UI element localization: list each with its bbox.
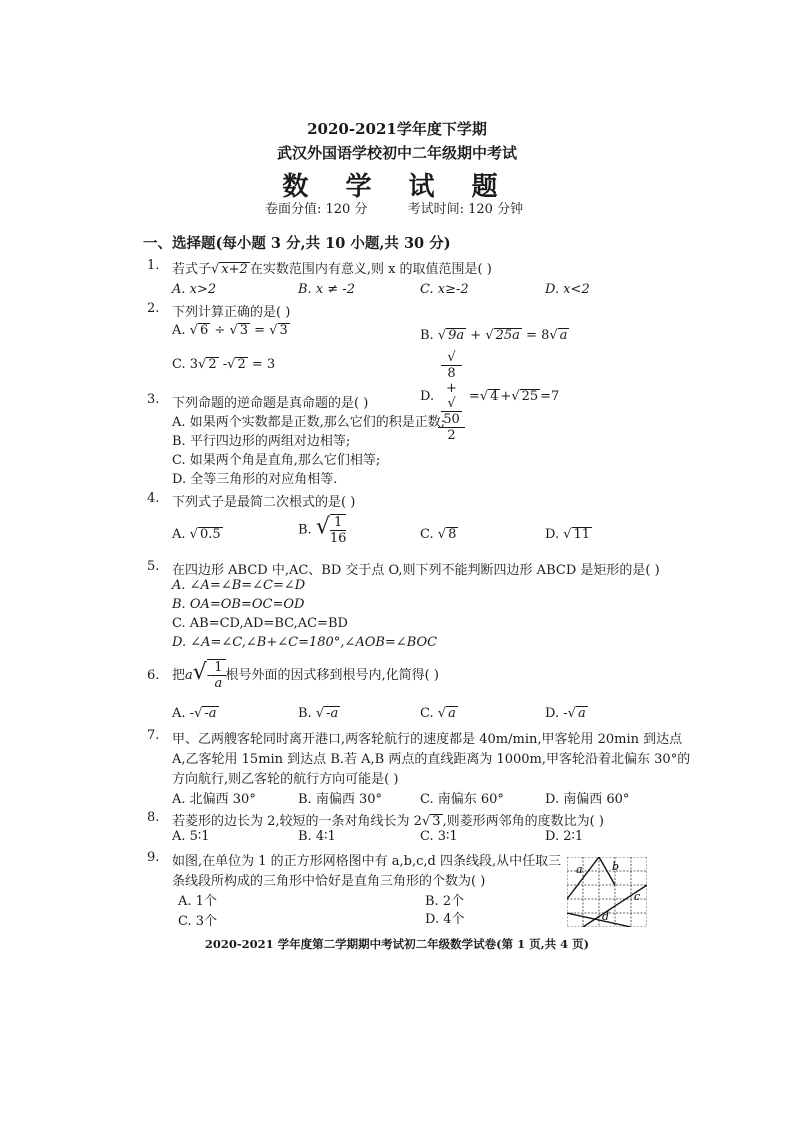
q6-option-b: B. √ -a bbox=[298, 706, 339, 721]
q1-option-a: A. x>2 bbox=[172, 282, 217, 297]
q2-number: 2. bbox=[147, 301, 160, 316]
q7-line2: A,乙客轮用 15min 到达点 B.若 A,B 两点的直线距离为 1000m,甲客轮沿着北偏东 30°的 bbox=[172, 752, 691, 767]
q2-d-fraction: √ 8 + √ 50 2 bbox=[438, 350, 465, 443]
q7-option-d: D. 南偏西 60° bbox=[545, 792, 630, 807]
score-info: 卷面分值: 120 分 bbox=[265, 202, 368, 217]
q2-stem: 下列计算正确的是( ) bbox=[172, 305, 291, 320]
q9-number: 9. bbox=[147, 850, 160, 865]
q8-option-b: B. 4∶1 bbox=[298, 829, 336, 844]
q1-stem: 若式子√ x+2 在实数范围内有意义,则 x 的取值范围是( ) bbox=[172, 262, 492, 277]
time-info: 考试时间: 120 分钟 bbox=[407, 202, 524, 217]
q4-number: 4. bbox=[147, 491, 160, 506]
q5-option-b: B. OA=OB=OC=OD bbox=[172, 597, 305, 612]
q8-option-a: A. 5∶1 bbox=[172, 829, 210, 844]
q9-option-c: C. 3个 bbox=[178, 914, 218, 929]
q9-option-a: A. 1个 bbox=[178, 894, 217, 909]
page-footer: 2020-2021 学年度第二学期期中考试初二年级数学试卷(第 1 页,共 4 页) bbox=[204, 937, 590, 951]
q7-line3: 方向航行,则乙客轮的航行方向可能是( ) bbox=[172, 772, 399, 787]
q2-option-c: C. 3√ 2 -√ 2 = 3 bbox=[172, 357, 276, 372]
q5-option-c: C. AB=CD,AD=BC,AC=BD bbox=[172, 616, 348, 631]
label-c: c bbox=[634, 890, 641, 903]
q5-option-d: D. ∠A=∠C,∠B+∠C=180°,∠AOB=∠BOC bbox=[172, 635, 438, 650]
q6-option-a: A. -√ -a bbox=[172, 706, 217, 721]
q4-option-b: B. √ $\frac{1}{16}$ bbox=[298, 514, 347, 546]
q4-stem: 下列式子是最简二次根式的是( ) bbox=[172, 495, 356, 510]
q4-option-a: A. √ 0.5 bbox=[172, 527, 221, 542]
q7-line1: 甲、乙两艘客轮同时离开港口,两客轮航行的速度都是 40m/min,甲客轮用 20min 到达点 bbox=[172, 732, 683, 747]
q3-stem: 下列命题的逆命题是真命题的是( ) bbox=[172, 396, 369, 411]
q1-number: 1. bbox=[147, 258, 160, 273]
q6-number: 6. bbox=[147, 668, 160, 683]
q7-option-c: C. 南偏东 60° bbox=[420, 792, 504, 807]
q3-option-b: B. 平行四边形的两组对边相等; bbox=[172, 434, 351, 449]
q8-option-d: D. 2∶1 bbox=[545, 829, 584, 844]
q5-option-a: A. ∠A=∠B=∠C=∠D bbox=[172, 578, 306, 593]
q4-option-d: D. √ 11 bbox=[545, 527, 591, 542]
q1-option-c: C. x≥-2 bbox=[420, 282, 469, 297]
q1-option-d: D. x<2 bbox=[545, 282, 590, 297]
q8-stem: 若菱形的边长为 2,较短的一条对角线长为 2√ 3 ,则菱形两邻角的度数比为( ) bbox=[172, 814, 604, 829]
label-b: b bbox=[612, 860, 620, 873]
q3-option-d: D. 全等三角形的对应角相等. bbox=[172, 472, 338, 487]
q5-number: 5. bbox=[147, 559, 160, 574]
q9-line2: 条线段所构成的三角形中恰好是直角三角形的个数为( ) bbox=[172, 874, 486, 889]
label-a: a bbox=[576, 863, 583, 876]
q3-number: 3. bbox=[147, 392, 160, 407]
exam-term: 2020-2021学年度下学期 bbox=[307, 120, 487, 138]
q9-grid-figure bbox=[567, 857, 647, 927]
q7-number: 7. bbox=[147, 728, 160, 743]
school-name: 武汉外国语学校初中二年级期中考试 bbox=[276, 144, 517, 162]
section-heading: 一、选择题(每小题 3 分,共 10 小题,共 30 分) bbox=[143, 235, 451, 252]
q3-option-a: A. 如果两个实数都是正数,那么它们的积是正数; bbox=[172, 415, 446, 430]
q7-option-a: A. 北偏西 30° bbox=[172, 792, 256, 807]
q6-option-c: C. √ a bbox=[420, 706, 456, 721]
q7-option-b: B. 南偏西 30° bbox=[298, 792, 382, 807]
q1-option-b: B. x ≠ -2 bbox=[298, 282, 355, 297]
q6-stem: 把a√- $\frac{1}{a}$ 根号外面的因式移到根号内,化简得( ) bbox=[172, 660, 439, 691]
q1-radicand: x+2 bbox=[221, 262, 248, 277]
q9-line1: 如图,在单位为 1 的正方形网格图中有 a,b,c,d 四条线段,从中任取三 bbox=[172, 854, 562, 869]
subject-title: 数 学 试 题 bbox=[282, 172, 512, 202]
q4-option-c: C. √ 8 bbox=[420, 527, 457, 542]
label-d: d bbox=[602, 910, 610, 923]
q2-option-b: B. √ 9a + √ 25a = 8√ a bbox=[420, 328, 568, 343]
q5-stem: 在四边形 ABCD 中,AC、BD 交于点 O,则下列不能判断四边形 ABCD 是矩形的是( ) bbox=[172, 563, 660, 578]
q2-option-a: A. √ 6 ÷ √ 3 = √ 3 bbox=[172, 323, 288, 338]
q8-option-c: C. 3∶1 bbox=[420, 829, 458, 844]
q9-option-d: D. 4个 bbox=[425, 912, 465, 927]
q2-option-d: D. √ 8 + √ 50 2 =√ 4 +√ 25 =7 bbox=[420, 350, 560, 443]
q9-option-b: B. 2个 bbox=[425, 894, 465, 909]
q6-option-d: D. -√ a bbox=[545, 706, 586, 721]
q8-number: 8. bbox=[147, 810, 160, 825]
q3-option-c: C. 如果两个角是直角,那么它们相等; bbox=[172, 453, 381, 468]
exam-meta bbox=[265, 198, 559, 217]
